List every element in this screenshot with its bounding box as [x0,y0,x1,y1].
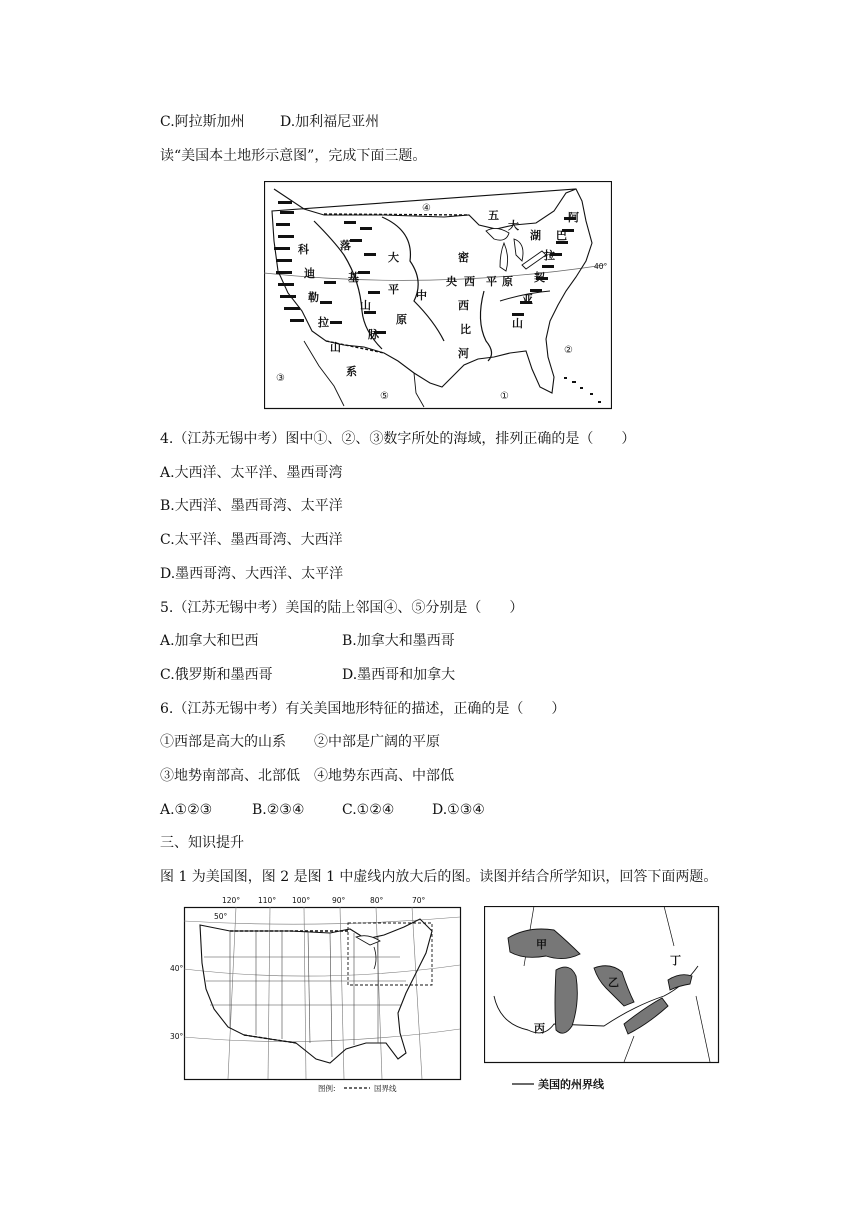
intro-text: 读“美国本土地形示意图”，完成下面三题。 [160,148,427,164]
q6-stem: 6.（江苏无锡中考）有关美国地形特征的描述，正确的是（ ） [160,701,566,717]
appalachian-char-4: 契 [534,271,545,284]
mississippi-char-5: 河 [458,347,469,360]
rocky-char-4: 脉 [368,328,379,341]
great-plains-char-1: 大 [388,251,399,264]
label-4: ④ [422,203,431,214]
q6-options-row [160,801,485,819]
section-intro: 图 1 为美国图，图 2 是图 1 中虚线内放大后的图。读图并结合所学知识，回答下面两题。 [160,869,718,885]
q6-option-d[interactable]: D.①③④ [432,802,485,818]
map2-lat-40: 40° [170,964,184,973]
great-plains-char-2: 平 [388,283,399,296]
map2-lat-50: 50° [214,912,228,921]
appalachian-char-6: 山 [512,317,523,330]
q4-option-d[interactable]: D.墨西哥湾、大西洋、太平洋 [160,566,344,582]
label-1: ① [500,391,509,402]
q6-statement-1: ①西部是高大的山系 [160,734,286,750]
q6-statement-4: ④地势东西高、中部低 [314,768,454,784]
mississippi-char-1: 密 [458,251,469,264]
central-plains-char-2: 央 [446,275,457,288]
lakes-char-3: 湖 [530,229,541,242]
map2-lon-100: 100° [292,896,311,905]
lakes-char-2: 大 [508,219,519,232]
label-bing: 丙 [534,1022,545,1035]
label-2: ② [564,345,573,356]
lat-40: 40° [594,262,608,271]
us-landform-map [264,181,612,411]
cordillera-char-5: 山 [330,341,341,354]
rocky-char-3: 山 [360,299,371,312]
map2-lon-80: 80° [370,896,384,905]
option-c: C.阿拉斯加州 [160,114,245,130]
lakes-char-1: 五 [488,209,499,222]
cordillera-char-2: 迪 [304,267,315,280]
q5-option-b[interactable]: B.加拿大和墨西哥 [342,633,455,649]
rocky-char-2: 基 [348,271,359,284]
label-3: ③ [276,373,285,384]
q6-statements-row-2 [160,767,454,785]
map2-lon-70: 70° [412,896,426,905]
q6-option-b[interactable]: B.②③④ [252,802,305,818]
label-5: ⑤ [380,391,389,402]
q4-option-b[interactable]: B.大西洋、墨西哥湾、太平洋 [160,498,343,514]
q5-stem: 5.（江苏无锡中考）美国的陆上邻国④、⑤分别是（ ） [160,600,524,616]
label-ding: 丁 [670,954,681,967]
mississippi-char-3: 西 [458,299,469,312]
q6-statements-row-1 [160,733,440,751]
q5-option-a[interactable]: A.加拿大和巴西 [160,633,259,649]
great-plains-char-3: 原 [396,313,407,326]
map2-lon-120: 120° [222,896,241,905]
q4-stem: 4.（江苏无锡中考）图中①、②、③数字所处的海域，排列正确的是（ ） [160,431,636,447]
option-d: D.加利福尼亚州 [280,114,380,130]
map2-lon-110: 110° [258,896,277,905]
q6-option-c[interactable]: C.①②④ [342,802,395,818]
cordillera-char-1: 科 [298,243,309,256]
cordillera-char-4: 拉 [318,316,329,329]
q4-option-c[interactable]: C.太平洋、墨西哥湾、大西洋 [160,532,343,548]
label-yi: 乙 [608,976,619,989]
appalachian-char-3: 拉 [544,249,555,262]
map2-lon-90: 90° [332,896,346,905]
mississippi-char-4: 比 [460,323,471,336]
q5-options-row-1 [160,632,455,650]
great-lakes-figure-2 [484,906,722,1092]
q6-statement-3: ③地势南部高、北部低 [160,768,300,784]
appalachian-char-1: 阿 [568,211,579,224]
central-plains-char-3: 平 [486,275,497,288]
map2-legend-label: 国界线 [374,1084,397,1093]
us-map-figure-1 [170,893,466,1099]
map2-lat-30: 30° [170,1032,184,1041]
q5-options-row-2 [160,666,455,684]
cordillera-char-6: 系 [346,365,357,378]
rocky-char-1: 落 [340,239,351,252]
cordillera-char-3: 勒 [308,291,319,304]
central-plains-char-4: 原 [502,275,513,288]
central-plains-char-1: 中 [416,289,427,302]
section-title: 三、知识提升 [160,835,244,851]
appalachian-char-2: 巴 [556,229,567,242]
q6-option-a[interactable]: A.①②③ [160,802,213,818]
label-jia: 甲 [536,938,547,951]
q6-statement-2: ②中部是广阔的平原 [314,734,440,750]
top-options [160,113,379,131]
q5-option-d[interactable]: D.墨西哥和加拿大 [342,667,456,683]
q5-option-c[interactable]: C.俄罗斯和墨西哥 [160,667,273,683]
mississippi-char-2: 西 [464,275,475,288]
map3-legend: 美国的州界线 [538,1078,604,1091]
appalachian-char-5: 亚 [522,293,533,306]
map2-legend-prefix: 图例: [318,1084,336,1093]
q4-option-a[interactable]: A.大西洋、太平洋、墨西哥湾 [160,465,343,481]
